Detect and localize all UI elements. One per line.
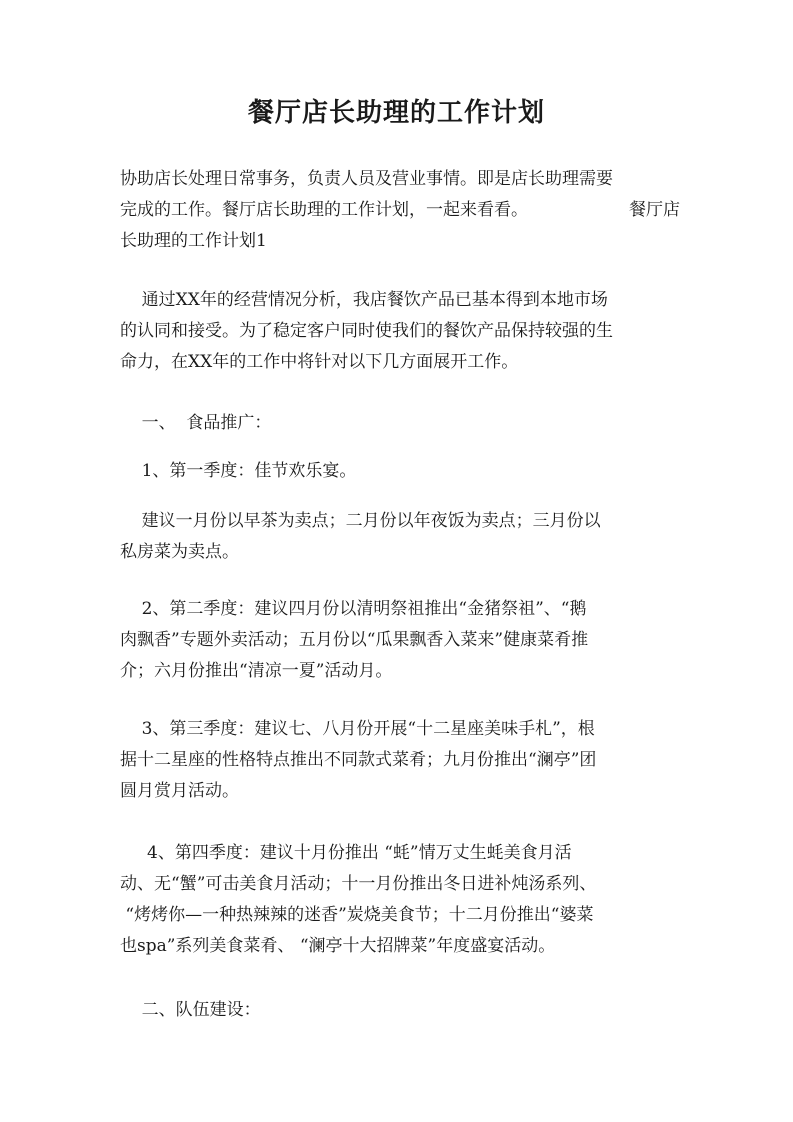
paragraph-line: 据十二星座的性格特点推出不同款式菜肴；九月份推出“澜亭”团: [120, 750, 597, 770]
paragraph-line: 动、无“蟹”可击美食月活动；十一月份推出冬日进补炖汤系列、: [120, 874, 597, 894]
paragraph-quarter-four: [120, 838, 680, 962]
paragraph-quarter-three: [120, 714, 680, 807]
intro-line-right: 餐厅店: [629, 200, 680, 220]
paragraph-line: 私房菜为卖点。: [120, 542, 239, 562]
paragraph-line: 1、第一季度：佳节欢乐宴。: [120, 461, 357, 481]
paragraph-quarter-two: [120, 594, 680, 687]
quarter-one-heading: [120, 456, 680, 487]
paragraph-line: 的认同和接受。为了稳定客户同时使我们的餐饮产品保持较强的生: [120, 321, 613, 341]
paragraph-line: 建议一月份以早茶为卖点；二月份以年夜饭为卖点；三月份以: [120, 511, 601, 531]
intro-line: 长助理的工作计划1: [120, 231, 267, 251]
paragraph-line: 2、第二季度：建议四月份以清明祭祖推出“金猪祭祖”、“鹅: [120, 599, 587, 619]
heading-line: 一、 食品推广：: [120, 413, 272, 433]
paragraph-line: 4、第四季度：建议十月份推出 “蚝”情万丈生蚝美食月活: [120, 843, 572, 863]
paragraph-line: “烤烤你—一种热辣辣的迷香”炭烧美食节；十二月份推出“婆菜: [120, 905, 594, 925]
paragraph-line: 命力，在XX年的工作中将针对以下几方面展开工作。: [120, 352, 519, 372]
section-heading-food-promotion: [120, 408, 680, 439]
paragraph-line: 圆月赏月活动。: [120, 781, 239, 801]
paragraph-quarter-one: [120, 506, 680, 568]
intro-line: 协助店长处理日常事务，负责人员及营业事情。即是店长助理需要: [120, 169, 613, 189]
paragraph-line: 也spa”系列美食菜肴、 “澜亭十大招牌菜”年度盛宴活动。: [120, 936, 556, 956]
paragraph-line: 肉飘香”专题外卖活动；五月份以“瓜果飘香入菜来”健康菜肴推: [120, 630, 589, 650]
heading-line: 二、队伍建设：: [120, 1000, 261, 1020]
intro-line: [120, 195, 680, 226]
paragraph-line: 3、第三季度：建议七、八月份开展“十二星座美味手札”，根: [120, 719, 595, 739]
paragraph-line: 介；六月份推出“清凉一夏”活动月。: [120, 661, 393, 681]
paragraph-line: 通过XX年的经营情况分析，我店餐饮产品已基本得到本地市场: [120, 290, 608, 310]
intro-paragraph: [120, 164, 680, 257]
intro-line-left: 完成的工作。餐厅店长助理的工作计划，一起来看看。: [120, 200, 528, 220]
paragraph-overview: [120, 285, 680, 378]
document-title: 餐厅店长助理的工作计划: [247, 98, 545, 128]
section-heading-team-building: [120, 995, 680, 1026]
